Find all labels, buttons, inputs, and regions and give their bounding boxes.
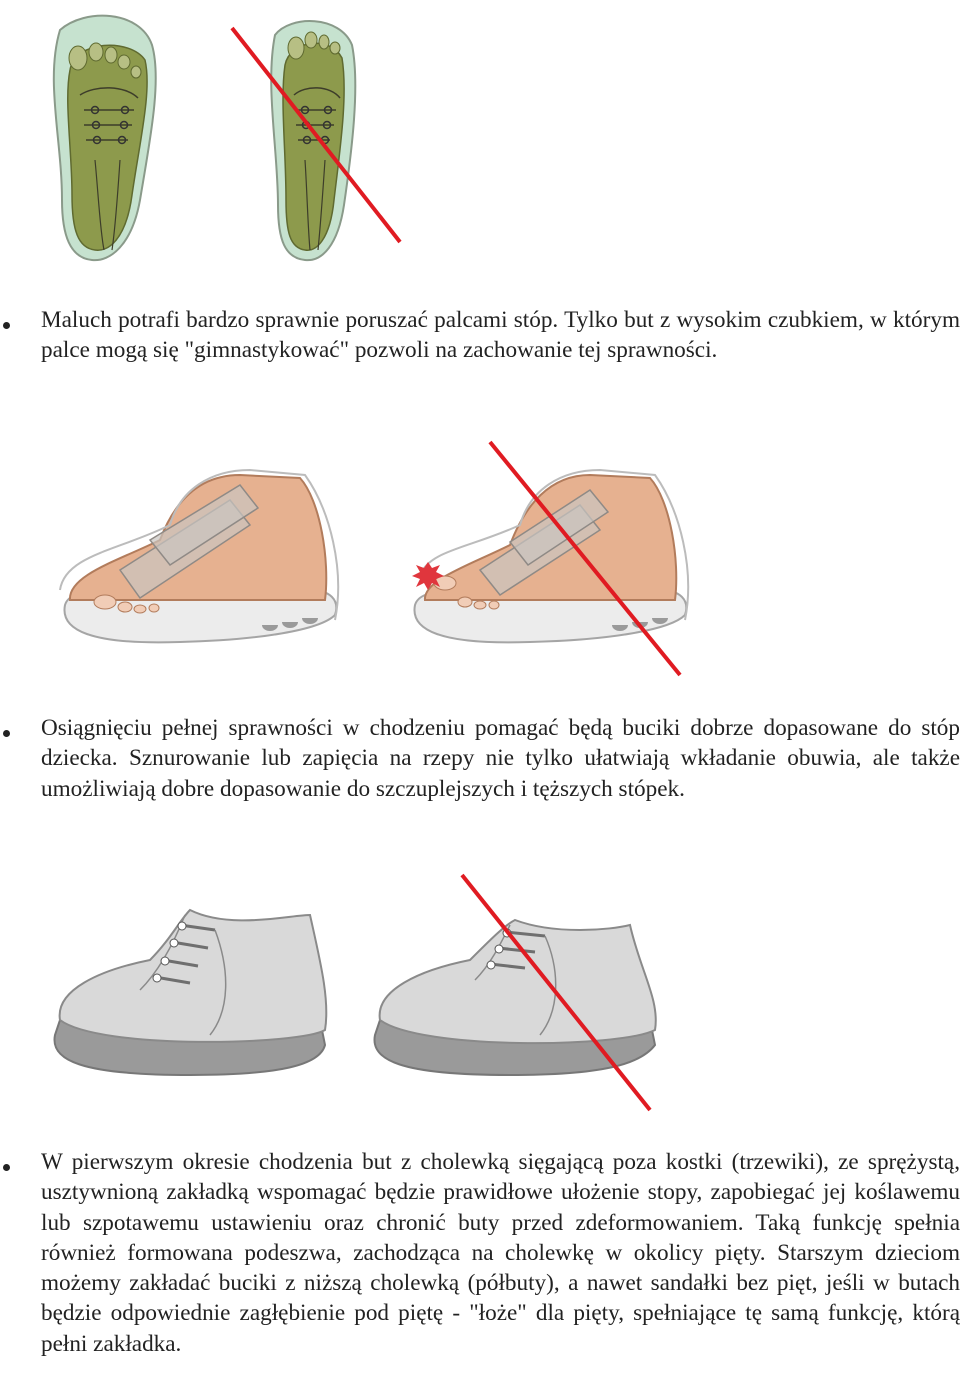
bad-insole-illustration bbox=[271, 21, 355, 260]
figure-velcro-shoes bbox=[0, 430, 960, 685]
bad-velcro-shoe-illustration bbox=[412, 470, 688, 642]
good-insole-illustration bbox=[54, 16, 156, 261]
good-velcro-shoe-illustration bbox=[60, 470, 338, 642]
figure-laced-shoes bbox=[0, 870, 960, 1125]
paragraph-shoe-fit: Osiągnięciu pełnej sprawności w chodzeniu pomagać będą buciki dobrze dopasowane do stóp dziecka. Sznurowanie lub zapięcia na rzepy nie tylko ułatwiają wkładanie obuwia, ale także umożliwiają dobre dopasowanie do szczuplejszych i tęższych stópek. bbox=[41, 715, 960, 802]
pain-burst-icon bbox=[412, 562, 444, 590]
bullet-icon bbox=[3, 730, 10, 737]
bullet-icon bbox=[3, 1164, 10, 1171]
paragraph-toe-mobility: Maluch potrafi bardzo sprawnie poruszać palcami stóp. Tylko but z wysokim czubkiem, w którym palce mogą się "gimnastykować" pozwoli na zachowanie tej sprawności. bbox=[41, 307, 960, 364]
paragraph-ankle-support: W pierwszym okresie chodzenia but z cholewką sięgającą poza kostki (trzewiki), ze sprężystą, usztywnioną zakładką wspomagać będzie prawidłowe ułożenie stopy, zapobiegać jej koślawemu lub szpotawemu ustawieniu oraz chronić buty przed zdeformowaniem. Taką funkcję spełnia również formowana podeszwa, zachodząca na cholewkę w okolicy pięty. Starszym dzieciom możemy zakładać buciki z niższą cholewką (półbuty), a nawet sandałki bez pięt, jeśli w butach będzie odpowiednie zagłębienie pod piętę - "łoże" dla pięty, spełniające tę samą funkcję, którą pełni zakładka. bbox=[41, 1149, 960, 1357]
good-laced-shoe-illustration bbox=[54, 910, 326, 1075]
bullet-icon bbox=[3, 322, 10, 329]
figure-insoles bbox=[0, 0, 960, 280]
